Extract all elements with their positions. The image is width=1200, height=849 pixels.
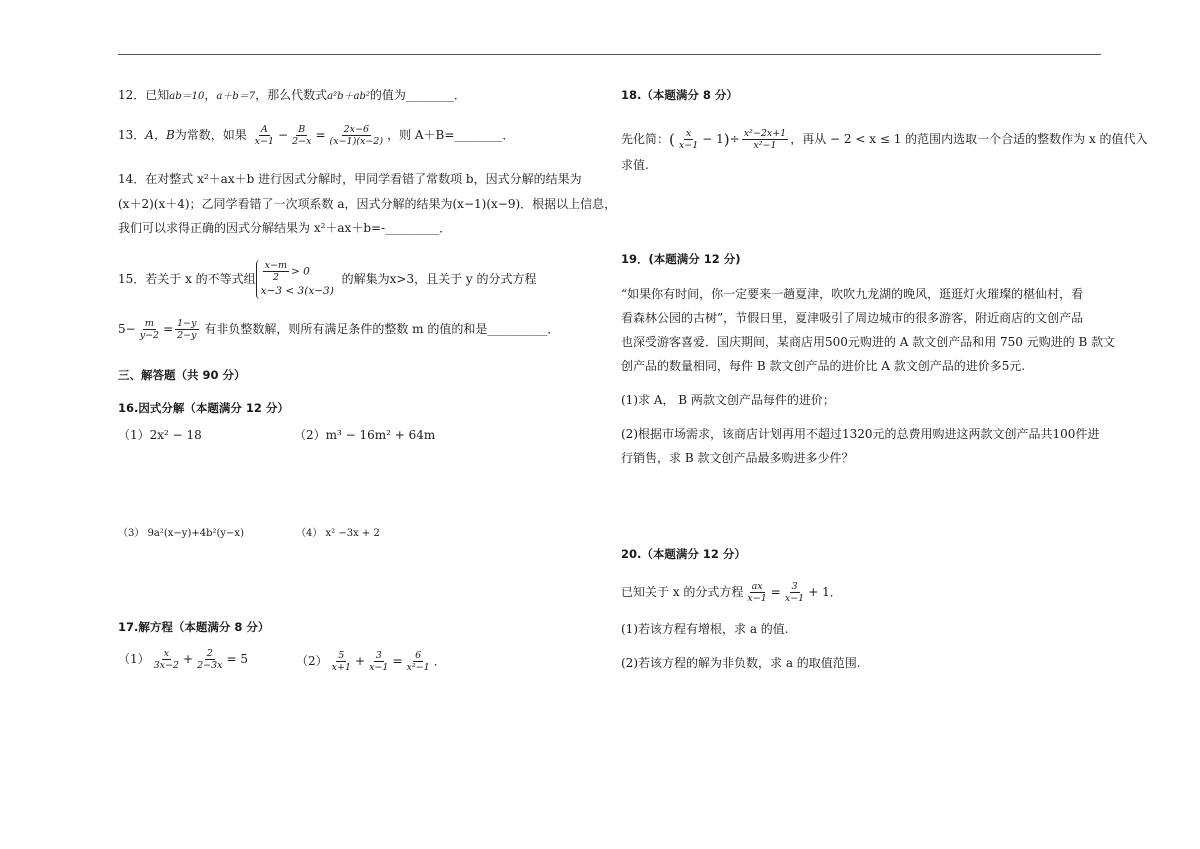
question-19-part-2-line-1: (2)根据市场需求，该商店计划再用不超过1320元的总费用购进这两款文创产品共100件进 bbox=[621, 427, 1100, 441]
question-19-part-1: (1)求 A， B 两款文创产品每件的进价； bbox=[621, 393, 835, 407]
question-20-title: 20.（本题满分 12 分） bbox=[621, 547, 746, 561]
question-16-part-3: （3） 9a²(x−y)+4b²(y−x) bbox=[118, 528, 244, 539]
question-17-title: 17.解方程（本题满分 8 分） bbox=[118, 620, 270, 634]
question-18-title: 18.（本题满分 8 分） bbox=[621, 88, 738, 102]
question-19-line-1: “如果你有时间，你一定要来一趟夏津，吹吹九龙湖的晚风，逛逛灯火璀璨的椹仙村，看 bbox=[621, 287, 1084, 301]
question-16-title: 16.因式分解（本题满分 12 分） bbox=[118, 401, 289, 415]
fraction: $\frac{ax}{x-1}$ bbox=[747, 581, 767, 604]
question-16-part-2: （2）m³ − 16m² + 64m bbox=[294, 428, 436, 442]
question-18-line-2: 求值. bbox=[621, 158, 649, 172]
fraction: $\frac{\text{x²−2x+1}}{\text{x²−1}}$ bbox=[743, 128, 787, 151]
section-3-heading: 三、解答题（共 90 分） bbox=[118, 368, 246, 382]
question-14-line-3: 我们可以求得正确的因式分解结果为 x²＋ax＋b=-_________． bbox=[118, 221, 452, 235]
fraction: $\frac{2}{2-3x}$ bbox=[197, 648, 223, 671]
fraction: $\frac{1-y}{2-y}$ bbox=[177, 318, 197, 341]
question-19-title: 19．(本题满分 12 分) bbox=[621, 252, 741, 266]
fraction: $\frac{m}{y-2}$ bbox=[139, 318, 160, 341]
question-18-line-1: 先化简：( $\frac{x}{x-1}$ − 1)÷ $\frac{\text{x²−2x+1}}{\text{x²−1}}$ ，再从 − 2 < x ≤ 1 的范围内选取一个合适的整数作为 x 的值代入 bbox=[621, 128, 1148, 151]
inequality-system: $\frac{x-m}{2}$ > 0 x−3 < 3(x−3) bbox=[256, 260, 338, 299]
question-13: 13．A，B为常数，如果 $\frac{A}{x-1}$ − $\frac{B}{2-x}$ = $\frac{2x-6}{(x-1)(x-2)}$ ，则 A＋B=________． bbox=[118, 124, 515, 147]
question-12: 12．已知ab＝10，a＋b＝7，那么代数式a²b＋ab²的值为________． bbox=[118, 88, 466, 102]
fraction: $\frac{2x-6}{(x-1)(x-2)}$ bbox=[329, 124, 384, 147]
question-19-line-4: 创产品的数量相同，每件 B 款文创产品的进价比 A 款文创产品的进价多5元. bbox=[621, 359, 1026, 373]
fraction: $\frac{5}{x+1}$ bbox=[331, 650, 352, 673]
question-16-part-4: （4） x² −3x + 2 bbox=[296, 528, 380, 539]
question-20-part-2: (2)若该方程的解为非负数，求 a 的取值范围. bbox=[621, 656, 861, 670]
question-17-part-2: （2） $\frac{5}{x+1}$ + $\frac{3}{x-1}$ = $\frac{6}{\text{x²−1}}$ ． bbox=[296, 650, 446, 673]
question-19-part-2-line-2: 行销售，求 B 款文创产品最多购进多少件？ bbox=[621, 451, 854, 465]
question-19-line-3: 也深受游客喜爱．国庆期间，某商店用500元购进的 A 款文创产品和用 750 元购进的 B 款文 bbox=[621, 335, 1116, 349]
fraction: $\frac{x}{x-1}$ bbox=[678, 128, 699, 151]
fraction: $\frac{B}{2-x}$ bbox=[292, 124, 312, 147]
fraction: $\frac{3}{x-1}$ bbox=[369, 650, 389, 673]
question-19-line-2: 看森林公园的古树”，节假日里，夏津吸引了周边城市的很多游客，附近商店的文创产品 bbox=[621, 311, 1084, 325]
question-15-line-2: 5− $\frac{m}{y-2}$ = $\frac{1-y}{2-y}$ 有非负整数解，则所有满足条件的整数 m 的值的和是__________． bbox=[118, 318, 560, 341]
question-16-part-1: （1）2x² − 18 bbox=[118, 428, 202, 442]
top-rule bbox=[118, 54, 1101, 55]
fraction: $\frac{A}{x-1}$ bbox=[254, 124, 274, 147]
question-20-line-1: 已知关于 x 的分式方程 $\frac{ax}{x-1}$ = $\frac{3}{x-1}$ + 1． bbox=[621, 581, 842, 604]
question-20-part-1: (1)若该方程有增根，求 a 的值. bbox=[621, 622, 789, 636]
question-15-line-1: 15．若关于 x 的不等式组 $\frac{x-m}{2}$ > 0 x−3 < 3(x−3) 的解集为x>3，且关于 y 的分式方程 bbox=[118, 260, 537, 297]
question-14-line-2: (x＋2)(x＋4)；乙同学看错了一次项系数 a，因式分解的结果为(x−1)(x−9)．根据以上信息， bbox=[118, 197, 617, 211]
fraction: $\frac{6}{\text{x²−1}}$ bbox=[406, 650, 430, 673]
question-14-line-1: 14．在对整式 x²＋ax＋b 进行因式分解时，甲同学看错了常数项 b，因式分解的结果为 bbox=[118, 172, 582, 186]
question-17-part-1: （1） $\frac{x}{3x-2}$ + $\frac{2}{2-3x}$ = 5 bbox=[118, 648, 249, 671]
fraction: $\frac{3}{x-1}$ bbox=[784, 581, 805, 604]
fraction: $\frac{x}{3x-2}$ bbox=[153, 648, 180, 671]
